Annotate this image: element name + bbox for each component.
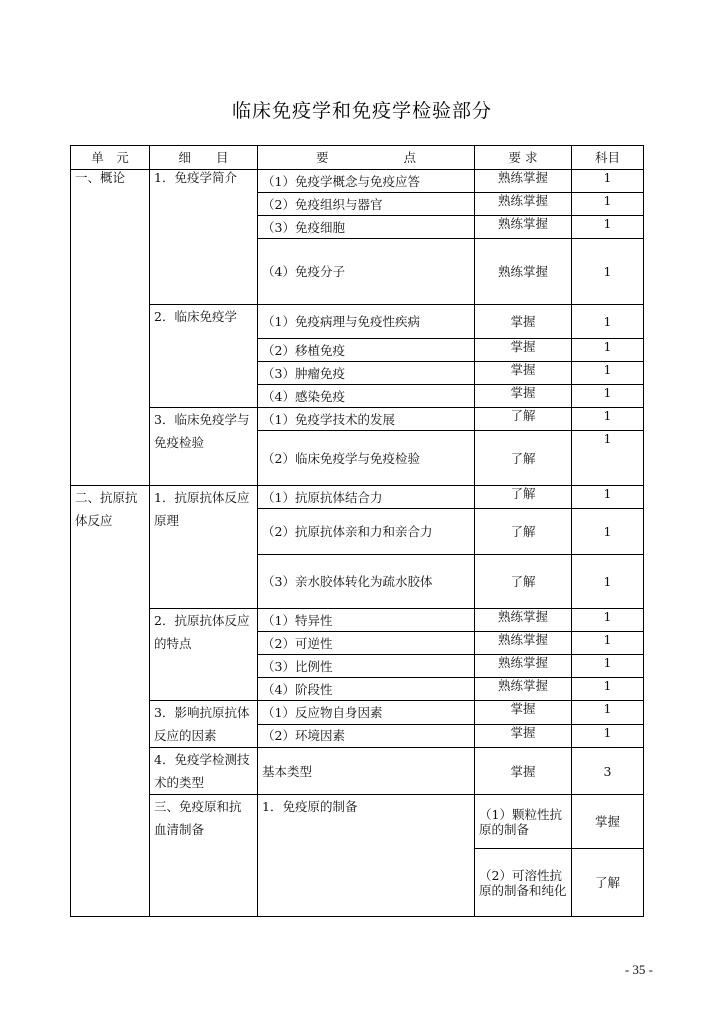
req-cell: 掌握 bbox=[475, 748, 572, 795]
req-cell: 了解 bbox=[475, 431, 572, 486]
table-row bbox=[71, 305, 644, 339]
table-row bbox=[71, 701, 644, 725]
header-point: 要 点 bbox=[258, 146, 475, 170]
point-cell: （1）免疫学技术的发展 bbox=[258, 408, 475, 431]
req-cell: 熟练掌握 bbox=[475, 655, 572, 678]
point-cell: （1）颗粒性抗原的制备 bbox=[475, 795, 572, 849]
req-cell: 熟练掌握 bbox=[475, 678, 572, 701]
subject-cell: 1 bbox=[572, 678, 644, 701]
req-cell: 掌握 bbox=[572, 795, 644, 849]
point-cell: （3）肿瘤免疫 bbox=[258, 362, 475, 385]
req-cell: 了解 bbox=[475, 555, 572, 609]
subject-cell: 1 bbox=[572, 724, 644, 748]
subject-cell: 1 bbox=[572, 362, 644, 385]
point-cell: （3）免疫细胞 bbox=[258, 216, 475, 239]
point-cell: （1）免疫学概念与免疫应答 bbox=[258, 170, 475, 193]
unit-cell: 一、概论 bbox=[71, 170, 150, 486]
header-subject: 科目 bbox=[572, 146, 644, 170]
header-req: 要 求 bbox=[475, 146, 572, 170]
req-cell: 掌握 bbox=[475, 724, 572, 748]
subject-cell: 1 bbox=[572, 239, 644, 305]
subject-cell: 1 bbox=[572, 408, 644, 431]
unit-cell: 三、免疫原和抗血清制备 bbox=[150, 795, 258, 917]
detail-cell: 2．临床免疫学 bbox=[150, 305, 258, 408]
unit-cell: 二、抗原抗体反应 bbox=[71, 486, 150, 917]
point-cell: （3）比例性 bbox=[258, 655, 475, 678]
point-cell: （4）免疫分子 bbox=[258, 239, 475, 305]
req-cell: 熟练掌握 bbox=[475, 216, 572, 239]
subject-cell: 1 bbox=[572, 385, 644, 408]
point-cell: 基本类型 bbox=[258, 748, 475, 795]
detail-cell: 4．免疫学检测技术的类型 bbox=[150, 748, 258, 795]
point-cell: （2）抗原抗体亲和力和亲合力 bbox=[258, 509, 475, 555]
detail-cell: 2．抗原抗体反应的特点 bbox=[150, 609, 258, 701]
detail-cell: 1．免疫学简介 bbox=[150, 170, 258, 305]
header-row bbox=[71, 146, 644, 170]
detail-cell: 3．临床免疫学与免疫检验 bbox=[150, 408, 258, 486]
subject-cell: 1 bbox=[572, 509, 644, 555]
req-cell: 熟练掌握 bbox=[475, 609, 572, 632]
page-number: - 35 - bbox=[624, 962, 653, 977]
syllabus-table bbox=[70, 145, 644, 917]
point-cell: （2）移植免疫 bbox=[258, 339, 475, 362]
header-detail: 细 目 bbox=[150, 146, 258, 170]
subject-cell: 1 bbox=[572, 609, 644, 632]
subject-cell: 1 bbox=[572, 170, 644, 193]
req-cell: 了解 bbox=[475, 509, 572, 555]
point-cell: （2）可逆性 bbox=[258, 632, 475, 655]
subject-cell: 1 bbox=[572, 193, 644, 216]
subject-cell: 1 bbox=[572, 655, 644, 678]
subject-cell: 1 bbox=[572, 701, 644, 725]
table-row bbox=[71, 408, 644, 431]
point-cell: （4）阶段性 bbox=[258, 678, 475, 701]
table-row bbox=[71, 748, 644, 795]
page-title: 临床免疫学和免疫学检验部分 bbox=[231, 100, 492, 122]
req-cell: 熟练掌握 bbox=[475, 632, 572, 655]
table-row bbox=[71, 609, 644, 632]
detail-cell: 3．影响抗原抗体反应的因素 bbox=[150, 701, 258, 748]
subject-cell: 3 bbox=[572, 748, 644, 795]
header-unit: 单 元 bbox=[71, 146, 150, 170]
req-cell: 熟练掌握 bbox=[475, 239, 572, 305]
req-cell: 熟练掌握 bbox=[475, 170, 572, 193]
point-cell: （3）亲水胶体转化为疏水胶体 bbox=[258, 555, 475, 609]
detail-cell: 1．抗原抗体反应原理 bbox=[150, 486, 258, 609]
req-cell: 掌握 bbox=[475, 305, 572, 339]
req-cell: 掌握 bbox=[475, 701, 572, 725]
point-cell: （2）可溶性抗原的制备和纯化 bbox=[475, 849, 572, 917]
table-row bbox=[71, 795, 644, 849]
point-cell: （1）抗原抗体结合力 bbox=[258, 486, 475, 509]
table-row bbox=[71, 170, 644, 193]
subject-cell: 1 bbox=[572, 305, 644, 339]
table-row bbox=[71, 486, 644, 509]
req-cell: 了解 bbox=[572, 849, 644, 917]
subject-cell: 1 bbox=[572, 555, 644, 609]
req-cell: 掌握 bbox=[475, 385, 572, 408]
point-cell: （1）特异性 bbox=[258, 609, 475, 632]
subject-cell: 1 bbox=[572, 216, 644, 239]
subject-cell: 1 bbox=[572, 431, 644, 486]
req-cell: 了解 bbox=[475, 408, 572, 431]
point-cell: （2）环境因素 bbox=[258, 724, 475, 748]
req-cell: 掌握 bbox=[475, 339, 572, 362]
point-cell: （4）感染免疫 bbox=[258, 385, 475, 408]
detail-cell: 1．免疫原的制备 bbox=[258, 795, 475, 917]
req-cell: 掌握 bbox=[475, 362, 572, 385]
subject-cell: 1 bbox=[572, 339, 644, 362]
point-cell: （1）免疫病理与免疫性疾病 bbox=[258, 305, 475, 339]
point-cell: （2）免疫组织与器官 bbox=[258, 193, 475, 216]
point-cell: （2）临床免疫学与免疫检验 bbox=[258, 431, 475, 486]
subject-cell: 1 bbox=[572, 632, 644, 655]
req-cell: 了解 bbox=[475, 486, 572, 509]
req-cell: 熟练掌握 bbox=[475, 193, 572, 216]
point-cell: （1）反应物自身因素 bbox=[258, 701, 475, 725]
subject-cell: 1 bbox=[572, 486, 644, 509]
